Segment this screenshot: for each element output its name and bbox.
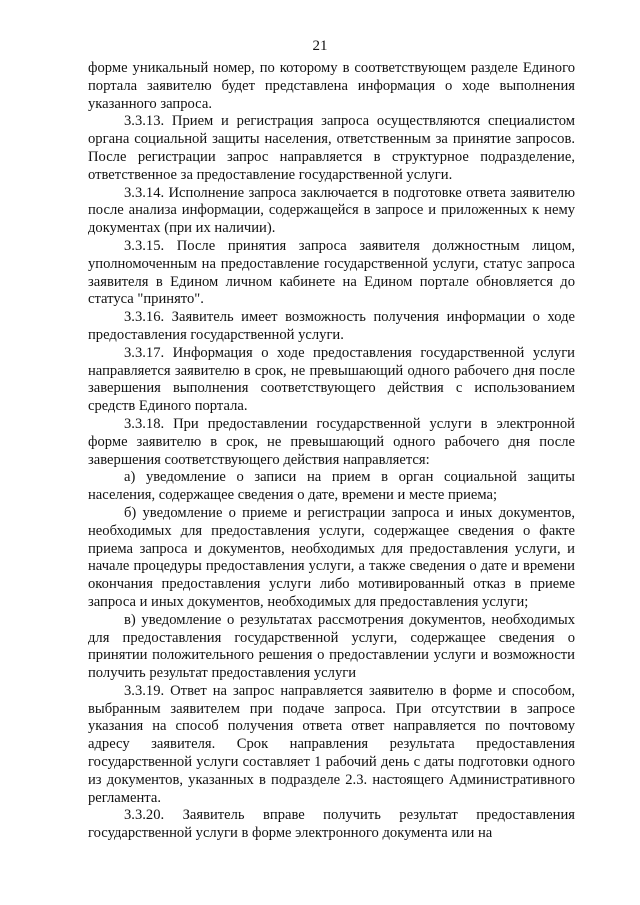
paragraph-continuation: форме уникальный номер, по которому в соответствующем разделе Единого портала заявителю будет представлена информация о ходе выполнения указанного запроса.: [88, 60, 575, 112]
paragraph-3-3-15: 3.3.15. После принятия запроса заявителя должностным лицом, уполномоченным на предоставление государственной услуги, статус запроса заявителя в Едином личном кабинете на Едином портале обновляется до статуса "принято".: [88, 237, 575, 308]
paragraph-3-3-16: 3.3.16. Заявитель имеет возможность получения информации о ходе предоставления государственной услуги.: [88, 309, 575, 343]
list-item-a: а) уведомление о записи на прием в орган социальной защиты населения, содержащее сведения о дате, времени и месте приема;: [88, 469, 575, 504]
paragraph-3-3-13: 3.3.13. Прием и регистрация запроса осуществляются специалистом органа социальной защиты населения, ответственным за принятие запросов. После регистрации запрос направляется в структурное подразделение, ответственное за предоставление государственной услуги.: [88, 113, 575, 183]
paragraph-3-3-17: 3.3.17. Информация о ходе предоставления государственной услуги направляется заявителю в срок, не превышающий одного рабочего дня после завершения выполнения соответствующего действия с использованием средств Единого портала.: [88, 344, 575, 415]
document-body: [88, 60, 575, 843]
list-item-v: в) уведомление о результатах рассмотрения документов, необходимых для предоставления государственной услуги, содержащее сведения о принятии положительного решения о предоставлении услуги и возможности получить результат предоставления услуги: [88, 611, 575, 682]
list-item-b: б) уведомление о приеме и регистрации запроса и иных документов, необходимых для предоставления услуги, содержащее сведения о факте приема запроса и документов, необходимых для предоставления услуги, и начале процедуры предоставления услуги, а также сведения о дате и времени окончания предоставления услуги либо мотивированный отказ в приеме запроса и иных документов, необходимых для предоставления услуги;: [88, 504, 575, 610]
paragraph-3-3-18: 3.3.18. При предоставлении государственной услуги в электронной форме заявителю в срок, не превышающий одного рабочего дня после завершения соответствующего действия направляется:: [88, 415, 575, 468]
paragraph-3-3-20: 3.3.20. Заявитель вправе получить результат предоставления государственной услуги в форме электронного документа или на: [88, 807, 575, 842]
paragraph-3-3-19: 3.3.19. Ответ на запрос направляется заявителю в форме и способом, выбранным заявителем при подаче запроса. При отсутствии в запросе указания на способ получения ответа ответ направляется по почтовому адресу заявителя. Срок направления результата предоставления государственной услуги составляет 1 рабочий день с даты подготовки одного из документов, указанных в подразделе 2.3. настоящего Административного регламента.: [88, 682, 575, 806]
paragraph-3-3-14: 3.3.14. Исполнение запроса заключается в подготовке ответа заявителю после анализа информации, содержащейся в запросе и приложенных к нему документах (при их наличии).: [88, 184, 575, 237]
page-number: 21: [312, 38, 328, 54]
